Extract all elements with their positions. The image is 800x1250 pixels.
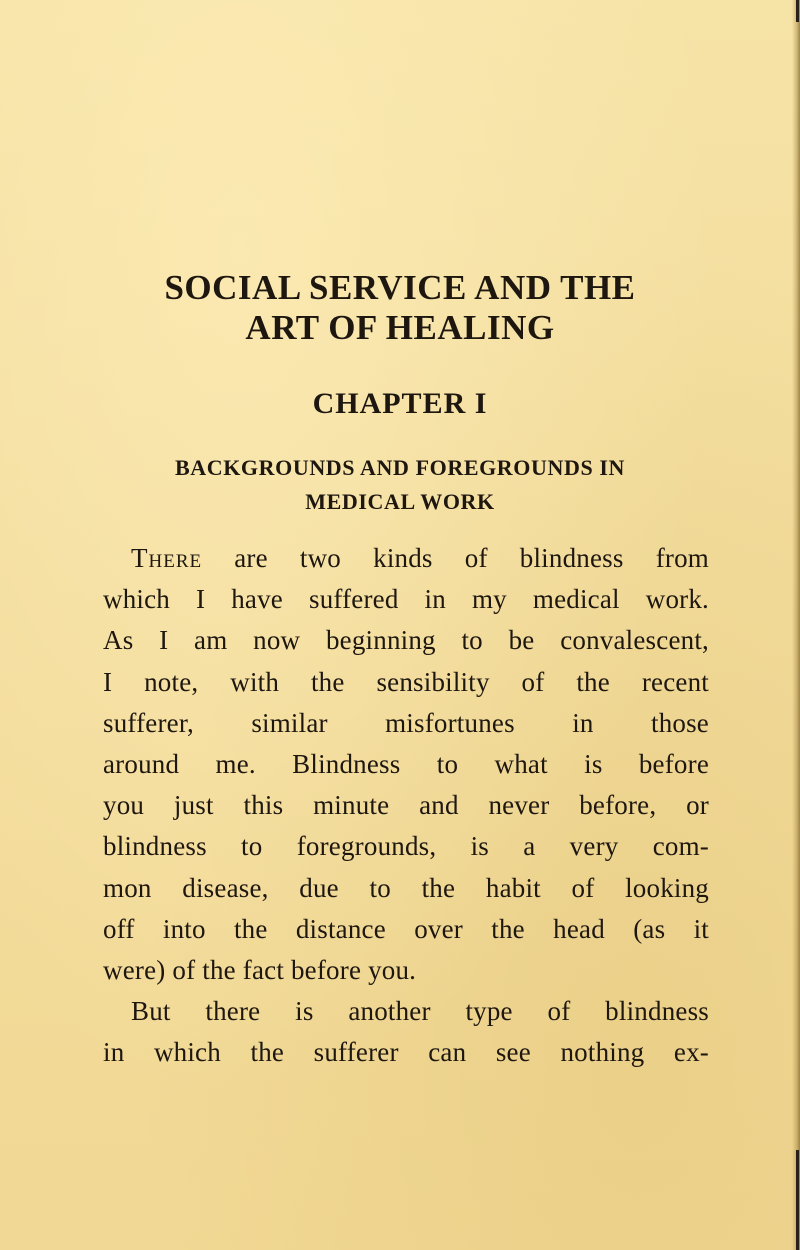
chapter-heading: CHAPTER I bbox=[312, 387, 488, 420]
paragraph-1-line-11: were) of the fact before you. bbox=[103, 954, 417, 985]
book-title-line-2: ART OF HEALING bbox=[245, 308, 555, 347]
body-text bbox=[103, 538, 709, 1073]
paragraph-1-line-2: which I have suffered in my medical work. bbox=[103, 584, 709, 615]
paragraph-2-line-1: But there is another type of blindness bbox=[131, 996, 709, 1027]
paragraph-lead-word: There bbox=[131, 543, 203, 573]
paragraph-2-line-2: in which the sufferer can see nothing ex- bbox=[103, 1037, 709, 1068]
paragraph-1-line-1-rest: are two kinds of blindness from bbox=[202, 543, 709, 573]
paragraph-1-line-9: mon disease, due to the habit of looking bbox=[103, 872, 709, 903]
page-edge-mark-top bbox=[796, 0, 799, 22]
paragraph-1-line-3: As I am now beginning to be convalescent, bbox=[103, 625, 709, 656]
paragraph-1-line-7: you just this minute and never before, or bbox=[103, 790, 709, 821]
paragraph-1-line-10: off into the distance over the head (as it bbox=[103, 913, 709, 944]
paragraph-1-line-1 bbox=[103, 538, 709, 579]
chapter-subtitle bbox=[90, 451, 710, 519]
book-title-line-1: SOCIAL SERVICE AND THE bbox=[164, 268, 636, 307]
page-edge-shadow bbox=[792, 0, 800, 1250]
paragraph-1-line-6: around me. Blindness to what is before bbox=[103, 748, 709, 779]
chapter-subtitle-line-2: MEDICAL WORK bbox=[305, 489, 495, 514]
chapter-subtitle-line-1: BACKGROUNDS AND FOREGROUNDS IN bbox=[174, 455, 626, 480]
paragraph-1-line-5: sufferer, similar misfortunes in those bbox=[103, 707, 709, 738]
paragraph-1-line-8: blindness to foregrounds, is a very com- bbox=[103, 831, 709, 862]
paragraph-1-line-4: I note, with the sensibility of the recent bbox=[103, 666, 709, 697]
book-title bbox=[90, 268, 710, 348]
page-edge-mark-bottom bbox=[796, 1150, 799, 1250]
